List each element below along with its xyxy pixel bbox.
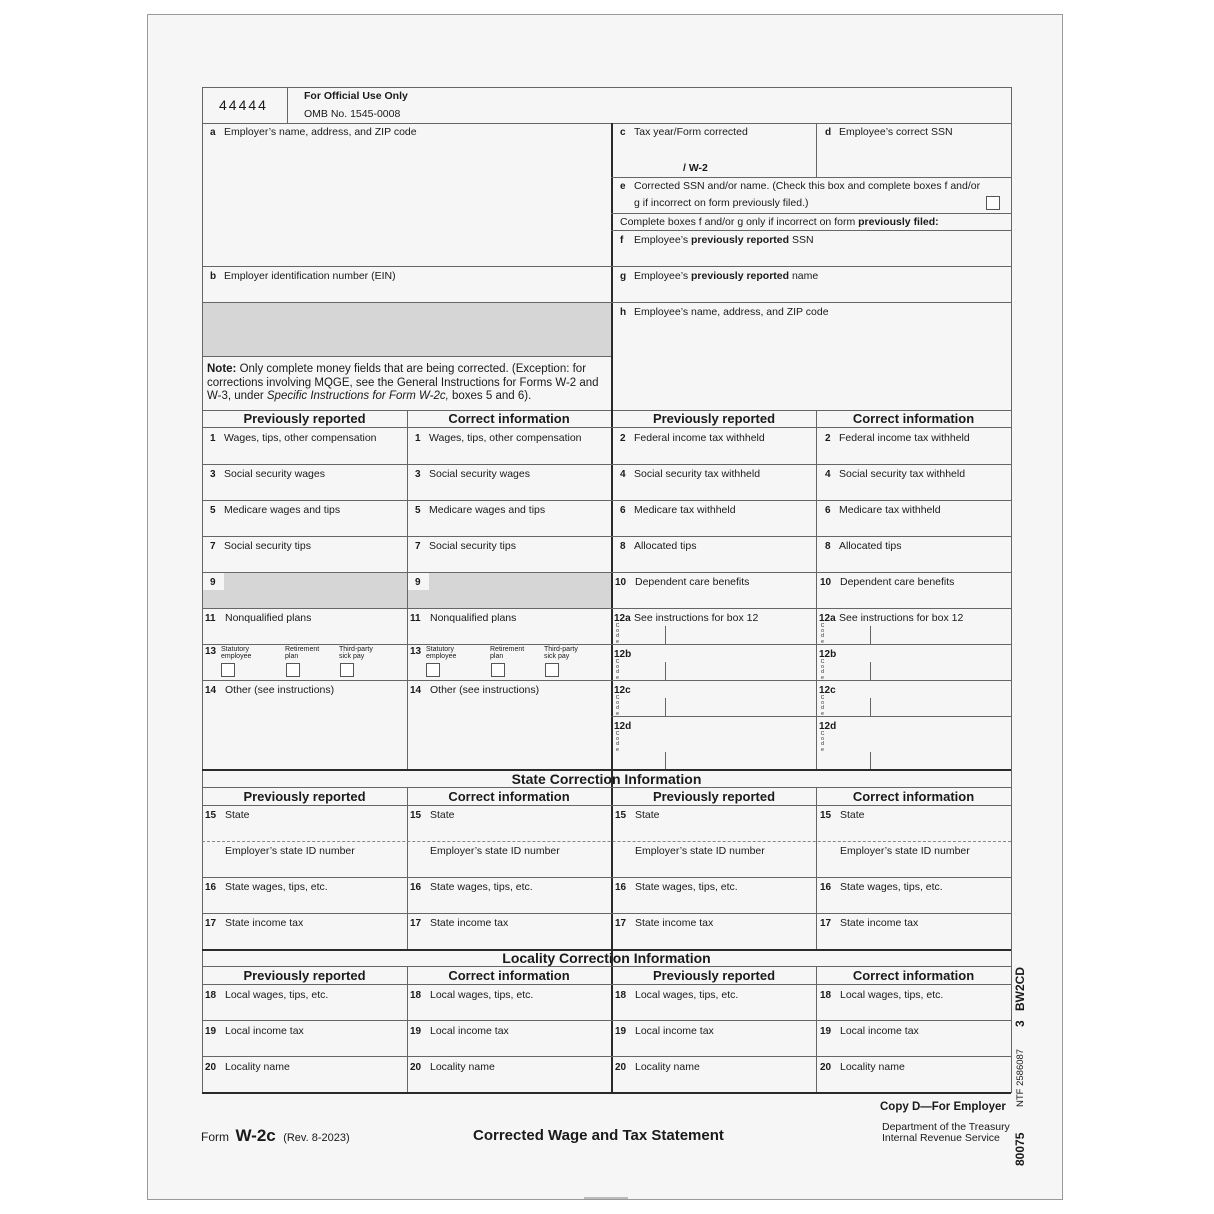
box-a-label: a Employer’s name, address, and ZIP code [210, 126, 417, 138]
box-number: 5 [210, 505, 216, 516]
box-number: 16 [205, 882, 217, 893]
state-id-prev-2: Employer’s state ID number [635, 845, 765, 857]
box-3-prev: 3 Social security wages [210, 468, 325, 480]
box-c-label: c Tax year/Form corrected [620, 126, 748, 138]
box-20-prev-1: 20 Locality name [205, 1061, 290, 1073]
box-10-correct: 10 Dependent care benefits [820, 576, 955, 588]
locality-header-correct-1: Correct information [448, 968, 570, 983]
form-rule [816, 787, 817, 949]
form-rule [611, 716, 1011, 717]
box-number: 20 [820, 1062, 832, 1073]
box-number: 10 [615, 577, 627, 588]
box-13-statutory-prev: Statutory employee [221, 646, 252, 660]
box-2-prev: 2 Federal income tax withheld [620, 432, 765, 444]
form-rule [202, 644, 1011, 645]
box-number: a [210, 127, 216, 138]
box-number: 1 [210, 433, 216, 444]
box-number: g [620, 271, 627, 282]
state-header-prev-2: Previously reported [652, 789, 776, 804]
form-rule [202, 427, 1011, 428]
box-number: 5 [415, 505, 421, 516]
box-1-prev: 1 Wages, tips, other compensation [210, 432, 377, 444]
box-number: 12b [614, 649, 632, 660]
form-rule [816, 123, 817, 177]
thirdparty-checkbox-correct[interactable] [545, 663, 559, 677]
box-number: 12a [614, 613, 631, 624]
form-rule [202, 87, 1011, 88]
box-number: 4 [825, 469, 831, 480]
code-12a-correct: C o d e [820, 623, 825, 645]
box-number: 19 [205, 1026, 217, 1037]
form-rule [407, 787, 408, 949]
state-header-prev-1: Previously reported [243, 789, 366, 804]
form-designation: Form W-2c (Rev. 8-2023) [201, 1126, 350, 1145]
form-rule [202, 608, 1011, 609]
note-text: Note: Only complete money fields that are being corrected. (Exception: for corrections involving MQGE, see the General Instructions for Forms W-2 and W-3, under Specific Instructions for Form W-2c, boxes 5 and 6). [207, 363, 599, 402]
box-number: 16 [615, 882, 627, 893]
box-number: 12d [614, 721, 632, 732]
form-rule [202, 266, 611, 267]
form-rule [870, 752, 871, 770]
code-12d-prev: C o d e [615, 731, 620, 753]
box-number: 13 [205, 646, 217, 657]
box-number: 19 [410, 1026, 422, 1037]
box-6-prev: 6 Medicare tax withheld [620, 504, 736, 516]
box-number: 14 [410, 685, 422, 696]
box-15-prev-2: 15 State [615, 809, 660, 821]
box-h-label: h Employee’s name, address, and ZIP code [620, 306, 829, 318]
box-19-correct-2: 19 Local income tax [820, 1025, 919, 1037]
box-13-prev [205, 645, 219, 658]
state-id-correct-2: Employer’s state ID number [840, 845, 970, 857]
box-number: 6 [620, 505, 626, 516]
form-rule [611, 266, 1011, 267]
form-rule [611, 680, 1011, 681]
box-10-prev: 10 Dependent care benefits [615, 576, 750, 588]
box-number: 12b [819, 649, 837, 660]
box-18-prev-1: 18 Local wages, tips, etc. [205, 989, 329, 1001]
box-6-correct: 6 Medicare tax withheld [825, 504, 941, 516]
box-17-correct-2: 17 State income tax [820, 917, 919, 929]
state-id-prev-1: Employer’s state ID number [225, 845, 355, 857]
box-number: 2 [620, 433, 626, 444]
box-number: f [620, 235, 624, 246]
locality-header-prev-2: Previously reported [652, 968, 776, 983]
form-rule [870, 626, 871, 644]
form-rule [202, 123, 1011, 124]
box-number: 9 [210, 577, 216, 588]
box-number: 20 [410, 1062, 422, 1073]
box-13-thirdparty-prev: Third-party sick pay [339, 646, 373, 660]
box-number: h [620, 307, 627, 318]
box-13-correct [410, 645, 424, 658]
form-rule [203, 590, 224, 608]
code-12d-correct: C o d e [820, 731, 825, 753]
box-13-statutory-correct: Statutory employee [426, 646, 457, 660]
form-rule [202, 464, 1011, 465]
header-correct-2: Correct information [852, 411, 975, 426]
box-number: 20 [615, 1062, 627, 1073]
box-number: 11 [205, 613, 216, 624]
dept-treasury: Department of the Treasury [882, 1121, 1010, 1133]
box-4-correct: 4 Social security tax withheld [825, 468, 966, 480]
retirement-checkbox-prev[interactable] [286, 663, 300, 677]
form-rule [202, 536, 1011, 537]
box-number: 17 [410, 918, 422, 929]
box-12a-correct: 12a See instructions for box 12 [819, 612, 964, 624]
box-number: 16 [820, 882, 832, 893]
box-17-prev-2: 17 State income tax [615, 917, 714, 929]
box-16-prev-2: 16 State wages, tips, etc. [615, 881, 738, 893]
box-number: c [620, 127, 626, 138]
box-19-prev-2: 19 Local income tax [615, 1025, 714, 1037]
box-2-correct: 2 Federal income tax withheld [825, 432, 970, 444]
header-prev-1: Previously reported [243, 411, 366, 426]
box-11-prev: 11 Nonqualified plans [205, 612, 312, 624]
form-rule [202, 877, 1011, 878]
box-19-prev-1: 19 Local income tax [205, 1025, 304, 1037]
form-rule [665, 662, 666, 680]
box-12a-prev: 12a See instructions for box 12 [614, 612, 759, 624]
box-number: 12c [614, 685, 631, 696]
box-number: 15 [205, 810, 217, 821]
form-rule [611, 302, 1011, 303]
code-12b-prev: C o d e [615, 659, 620, 681]
box-number: 9 [415, 577, 421, 588]
box-15-correct-2: 15 State [820, 809, 865, 821]
form-rule [202, 787, 1011, 788]
box-16-correct-2: 16 State wages, tips, etc. [820, 881, 943, 893]
code-12b-correct: C o d e [820, 659, 825, 681]
box-number: 8 [620, 541, 626, 552]
side-ntf: NTF 2586087 [1015, 1048, 1026, 1107]
form-rule [1011, 87, 1012, 1093]
box-c-value: / W-2 [683, 162, 708, 174]
box-number: 12a [819, 613, 836, 624]
form-rule [202, 1056, 1011, 1057]
box-9-correct-shade [429, 573, 611, 608]
box-number: 4 [620, 469, 626, 480]
box-13-retirement-correct: Retirement plan [490, 646, 525, 660]
state-section-title: State Correction Information [511, 771, 702, 787]
box-number: 3 [210, 469, 216, 480]
box-7-prev: 7 Social security tips [210, 540, 311, 552]
box-1-correct: 1 Wages, tips, other compensation [415, 432, 582, 444]
form-rule [611, 410, 613, 1092]
box-11-correct: 11 Nonqualified plans [410, 612, 517, 624]
box-9-correct [415, 576, 429, 589]
shaded-area [203, 303, 611, 356]
form-rule [202, 841, 1011, 842]
box-number: 13 [410, 646, 422, 657]
form-rule [202, 913, 1011, 914]
form-rule [202, 500, 1011, 501]
box-17-prev-1: 17 State income tax [205, 917, 304, 929]
box-number: 15 [820, 810, 832, 821]
box-20-correct-2: 20 Locality name [820, 1061, 905, 1073]
box-number: 10 [820, 577, 832, 588]
box-13-retirement-prev: Retirement plan [285, 646, 320, 660]
box-number: 6 [825, 505, 831, 516]
form-rule [202, 966, 1011, 967]
form-rule [202, 680, 611, 681]
box-5-correct: 5 Medicare wages and tips [415, 504, 546, 516]
omb-number: OMB No. 1545-0008 [304, 108, 401, 120]
box-number: 20 [205, 1062, 217, 1073]
form-rule [202, 1092, 1011, 1094]
form-rule [202, 356, 611, 357]
box-number: 12d [819, 721, 837, 732]
form-rule [287, 87, 288, 123]
copy-designation: Copy D—For Employer [880, 1101, 1006, 1113]
thirdparty-checkbox-prev[interactable] [340, 663, 354, 677]
state-header-correct-2: Correct information [852, 789, 975, 804]
box-15-prev-1: 15 State [205, 809, 250, 821]
box-number: 17 [820, 918, 832, 929]
box-number: 18 [205, 990, 217, 1001]
form-rule [665, 626, 666, 644]
box-number: 17 [205, 918, 217, 929]
box-number: 18 [615, 990, 627, 1001]
side-code-3: 3 [1013, 1020, 1027, 1027]
box-number: 8 [825, 541, 831, 552]
side-code-bw2cd: BW2CD [1013, 967, 1027, 1011]
form-rule [202, 984, 1011, 985]
form-rule [408, 590, 429, 608]
box-4-prev: 4 Social security tax withheld [620, 468, 761, 480]
form-title: Corrected Wage and Tax Statement [473, 1127, 724, 1144]
retirement-checkbox-correct[interactable] [491, 663, 505, 677]
irs-label: Internal Revenue Service [882, 1132, 1000, 1144]
code-12c-correct: C o d e [820, 695, 825, 717]
box-14-correct: 14 Other (see instructions) [410, 684, 540, 696]
box-b-label: b Employer identification number (EIN) [210, 270, 396, 282]
locality-header-correct-2: Correct information [852, 968, 975, 983]
box-number: 2 [825, 433, 831, 444]
box-number: 19 [820, 1026, 832, 1037]
box-9-prev [210, 576, 224, 589]
box-number: d [825, 127, 832, 138]
box-13-thirdparty-correct: Third-party sick pay [544, 646, 578, 660]
statutory-checkbox-correct[interactable] [426, 663, 440, 677]
box-16-prev-1: 16 State wages, tips, etc. [205, 881, 328, 893]
box-number: 14 [205, 685, 217, 696]
box-number: 7 [210, 541, 216, 552]
box-number: 18 [820, 990, 832, 1001]
box-16-correct-1: 16 State wages, tips, etc. [410, 881, 533, 893]
box-number: 15 [615, 810, 627, 821]
box-7-correct: 7 Social security tips [415, 540, 516, 552]
box-number: 18 [410, 990, 422, 1001]
form-rule [202, 1020, 1011, 1021]
box-3-correct: 3 Social security wages [415, 468, 530, 480]
locality-header-prev-1: Previously reported [243, 968, 366, 983]
form-rule [665, 698, 666, 716]
box-e-label: e Corrected SSN and/or name. (Check this box and complete boxes f and/or [620, 180, 981, 192]
form-rule [611, 230, 1011, 231]
state-header-correct-1: Correct information [448, 789, 570, 804]
box-18-correct-1: 18 Local wages, tips, etc. [410, 989, 534, 1001]
complete-boxes-note: Complete boxes f and/or g only if incorrect on form previously filed: [620, 216, 939, 228]
box-18-correct-2: 18 Local wages, tips, etc. [820, 989, 944, 1001]
form-rule [870, 662, 871, 680]
box-number: 15 [410, 810, 422, 821]
official-use-label: For Official Use Only [304, 90, 408, 102]
code-12a-prev: C o d e [615, 623, 620, 645]
box-f-label: f Employee’s previously reported SSN [620, 234, 814, 246]
box-number: 1 [415, 433, 421, 444]
header-correct-1: Correct information [448, 411, 570, 426]
box-number: 17 [615, 918, 627, 929]
bottom-tab [584, 1197, 628, 1199]
form-rule [611, 213, 1011, 214]
box-20-prev-2: 20 Locality name [615, 1061, 700, 1073]
box-15-correct-1: 15 State [410, 809, 455, 821]
box-17-correct-1: 17 State income tax [410, 917, 509, 929]
box-18-prev-2: 18 Local wages, tips, etc. [615, 989, 739, 1001]
form-rule [665, 752, 666, 770]
box-number: 19 [615, 1026, 627, 1037]
code-12c-prev: C o d e [615, 695, 620, 717]
box-number: 16 [410, 882, 422, 893]
box-5-prev: 5 Medicare wages and tips [210, 504, 341, 516]
control-number: 44444 [219, 97, 268, 113]
form-rule [611, 177, 1011, 178]
side-number: 80075 [1013, 1132, 1027, 1166]
box-8-prev: 8 Allocated tips [620, 540, 697, 552]
statutory-checkbox-prev[interactable] [221, 663, 235, 677]
box-number: b [210, 271, 217, 282]
box-number: 7 [415, 541, 421, 552]
state-id-correct-1: Employer’s state ID number [430, 845, 560, 857]
form-rule [870, 698, 871, 716]
box-g-label: g Employee’s previously reported name [620, 270, 819, 282]
box-14-prev: 14 Other (see instructions) [205, 684, 335, 696]
form-rule [202, 805, 1011, 806]
box-number: e [620, 181, 626, 192]
locality-section-title: Locality Correction Information [502, 950, 711, 966]
box-8-correct: 8 Allocated tips [825, 540, 902, 552]
box-number: 3 [415, 469, 421, 480]
box-number: 11 [410, 613, 421, 624]
box-number: 12c [819, 685, 836, 696]
box-20-correct-1: 20 Locality name [410, 1061, 495, 1073]
box-9-prev-shade [224, 573, 407, 608]
box-e-label-2: g if incorrect on form previously filed.) [634, 197, 809, 209]
box-d-label: d Employee’s correct SSN [825, 126, 953, 138]
header-prev-2: Previously reported [652, 411, 776, 426]
box-e-checkbox[interactable] [986, 196, 1000, 210]
box-19-correct-1: 19 Local income tax [410, 1025, 509, 1037]
